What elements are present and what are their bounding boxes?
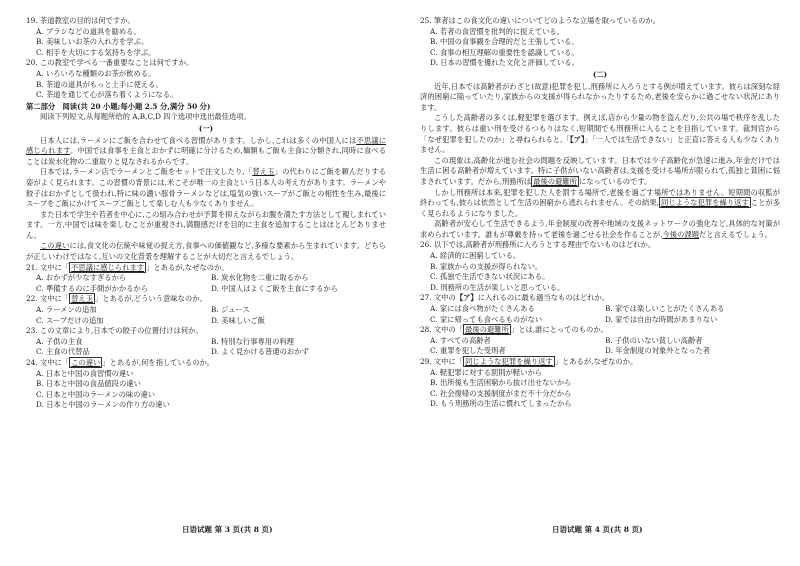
q24-option-d: D. 日本と中国のラーメンの作り方の違い [36,400,170,410]
passage1-paragraph-2: 日本では,ラーメン店でラーメンとご飯をセットで注文したり,「替え玉」の代わりにご飯を頼んだりする姿がよく見られます。この習慣の背景には,米こそが唯一の主食という日本人の考え方があります。ラーメンや餃子はおかずとして扱われ,特に味の濃い豚骨ラーメンなどは,塩気の強いスープがご飯との相性を生み,最後にスープをご飯にかけてスープご飯として楽しむ人も少なくありません。 [26,167,387,209]
q27-stem: 27. 文中の【ア】に入れるのに最も適当なものはどれか。 [420,293,610,303]
q29-option-b: B. 出所後も生活困窮から抜け出せないから [430,378,572,388]
q27-option-b: B. 家では楽しいことがたくさんある [605,304,725,314]
passage1-paragraph-3: また日本で学生や若者を中心に,この組み合わせが予算を抑えながらお腹を満たす方法として親しまれています。一方,中国では味を楽しむことが重視され,満腹感だけを目的に主食を追加することはほとんどありません。 [26,209,386,240]
q24-option-a: A. 日本と中国の食習慣の違い [36,368,134,378]
q20-option-b: B. 茶道の道具がもっと上手に使える。 [36,79,163,89]
q27-option-a: A. 家には食べ物がたくさんある [430,304,535,314]
part2-title: 第二部分 阅读(共 20 小题;每小题 2.5 分,满分 50 分) [26,101,211,111]
q26-option-a: A. 経済的に困窮している。 [430,251,521,261]
q26-option-d: D. 刑務所の生活が楽しいと思っている。 [430,282,565,292]
passage2-paragraph-2: こうした高齢者の多くは,軽犯罪を選びます。例えば,店から少量の物を盗んだり,公共の場で秩序を乱したりします。彼らは重い刑を受けるつもりはなく,短期間でも刑務所に入ることを目指しています。裁判官から「なぜ犯罪を犯したのか」と尋ねられると,「【ア】」「一人では生活できない」と正直に答える人も少なくありません。 [420,113,780,155]
q26-option-b: B. 家族からの支援が得られない。 [430,261,543,271]
q27-options-row-1 [430,304,780,315]
q23-option-a: A. 子供の主食 [36,336,83,346]
q20-option-c: C. 茶道を通じて心が落ち着くようになる。 [36,90,178,100]
q19-stem: 19. 茶道教室の目的は何ですか。 [26,16,135,25]
passage2-paragraph-1: 近年,日本では高齢者がわざと(故意)犯罪を犯し,刑務所に入ろうとする例が増えています。彼らは深刻な経済的困窮に陥っていたり,家族からの支援が得られなかったりするため,老後を安らかに過ごせない状況にあります。 [420,81,780,112]
q22-stem: 22. 文中に「 替え玉 」とあるが,どういう意味なのか。 [26,294,207,304]
q19-option-c: C. 相手を大切にする気持ちを学ぶ。 [36,47,156,57]
passage2-paragraph-3: この現象は,高齢化が進む社会の問題を反映しています。日本では少子高齢化が急速に進み,年金だけでは生活に困る高齢者が増えています。特に子供がいない高齢者は,支援を受ける場所が限られて,孤独と貧困に悩まされています。だから,刑務所は 最後の避難所 になっているのです。 [420,155,780,186]
passage1-paragraph-4: この違いには,食文化の伝統や味覚の捉え方,食事への価値観など,多様な要素から生まれています。どちらが正しいわけではなく,互いの文化背景を理解することが大切だと言えるでしょう。 [26,241,387,262]
q28-option-a: A. すべての高齢者 [430,335,491,345]
q19-option-b: B. 美味しいお茶の入れ方を学ぶ。 [36,37,149,47]
q23-option-b: B. 特別な行事専用の料理 [211,336,294,346]
passage2-paragraph-5: 高齢者が安心して生活できるよう,年金制度の改善や地域の支援ネットワークの強化など,具体的な対策が求められています。誰もが尊厳を持って老後を過ごせる社会を作ることが,今後の課題だと言えるでしょう。 [420,219,780,239]
q25-option-a: A. 若者の食習慣を批判的に捉えている。 [430,26,564,36]
q23-option-d: D. よく見かける普通のおかず [211,347,309,357]
q23-options-row-1 [36,337,386,348]
q28-options-row-1 [430,336,780,347]
passage2-paragraph-4: しかし刑務所は本来,犯罪を犯した人を罰する場所で,老後を過ごす場所ではありません。短期間の収監が終わっても,彼らは依然として生活の困窮から逃れられません。その結果, 同じような犯罪を繰り返す ことが多く見られるようになりました。 [420,187,780,218]
q20-option-a: A. いろいろな種類のお茶が飲める。 [36,68,156,78]
q21-options-row-1 [36,273,386,284]
q20-stem: 20. この教室で学べる一番重要なことは何ですか。 [26,58,194,68]
part2-instruction: 阅读下列短文,从每题所给的 A,B,C,D 四个选项中选出最佳选项。 [40,112,251,122]
q21-option-b: B. 炭水化物を二重に取るから [211,273,309,283]
q27-option-d: D. 家では自由な時間があまりない [605,314,718,324]
q21-option-a: A. おかずが少なすぎるから [36,273,127,283]
q28-option-d: D. 年金制度の対象外となった者 [605,346,711,356]
q21-option-d: D. 中国人はよくご飯を主食にするから [211,283,338,293]
q26-stem: 26. 以下では,高齢者が刑務所に入ろうとする理由でないものはどれか。 [420,240,656,250]
q22-option-b: B. ジュース [211,305,250,315]
q21-option-c: C. 準備するのに手間がかかるから [36,283,149,293]
q23-option-c: C. 主食の代替品 [36,347,90,357]
q22-option-a: A. ラーメンの追加 [36,305,97,315]
q25-stem: 25. 筆者はこの食文化の違いについてどのような立場を取っているのか。 [420,16,660,25]
q29-option-d: D. もう刑務所の生活に慣れてしまったから [430,399,572,409]
footer-page-4: 日语试题 第 4 页(共 8 页) [552,525,643,534]
q29-option-a: A. 軽犯罪に対する罰則が軽いから [430,367,543,377]
q22-options-row-1 [36,305,386,316]
right-page [420,16,780,410]
passage1-paragraph-1: 日本人には,ラーメンにご飯を合わせて食べる習慣があります。しかし,これは多くの中国人には不思議に感じられます。中国では食事を主食とおかずに明確に分けるため,麺類もご飯も主食に分類され,同時に食べることは炭水化物の二重取りと見なされるからです。 [26,135,387,166]
q28-option-c: C. 重罪を犯した受刑者 [430,346,506,356]
q25-option-c: C. 食事の相互理解の重要性を認識している。 [430,47,579,57]
q24-option-c: C. 日本と中国のラーメンの味の違い [36,389,156,399]
q19-option-a: A. ブラシなどの道具を勧める。 [36,26,141,36]
passage1-label: (一) [198,123,214,133]
left-page [26,16,386,411]
q28-option-b: B. 子供のいない貧しい高齢者 [605,335,703,345]
q22-option-d: D. 美味しいご飯 [211,315,266,325]
q27-option-c: C. 家に帰っても食べるものがない [430,314,543,324]
q28-stem: 28. 文中の「 最後の避難所 」とは,誰にとってのものか。 [420,325,608,335]
q21-stem: 21. 文中に「 不思議に感じられます 」とあるが,なぜなのか。 [26,262,229,272]
q26-option-c: C. 孤独で生活できない状況にある。 [430,272,550,282]
q29-option-c: C. 社会復帰の支援制度がまだ不十分だから [430,388,572,398]
q24-stem: 24. 文中に「 この違い 」とあるが,何を指しているのか。 [26,358,215,367]
q24-option-b: B. 日本と中国の食品値段の違い [36,379,141,389]
q25-option-d: D. 日本の習慣を優れた文化と評価している。 [430,58,579,68]
footer-page-3: 日语试题 第 3 页(共 8 页) [182,525,273,534]
q22-option-c: C. スープだけの追加 [36,315,104,325]
q25-option-b: B. 中国の食事観を合理的だと主張している。 [430,37,579,47]
passage2-label: (二) [592,69,608,79]
q23-stem: 23. この文章により,日本での餃子の位置付けは何か。 [26,326,203,336]
q22-options-row-2 [36,316,386,327]
q29-stem: 29. 文中に「 同じような犯罪を繰り返す 」とあるが,なぜなのか。 [420,357,638,366]
